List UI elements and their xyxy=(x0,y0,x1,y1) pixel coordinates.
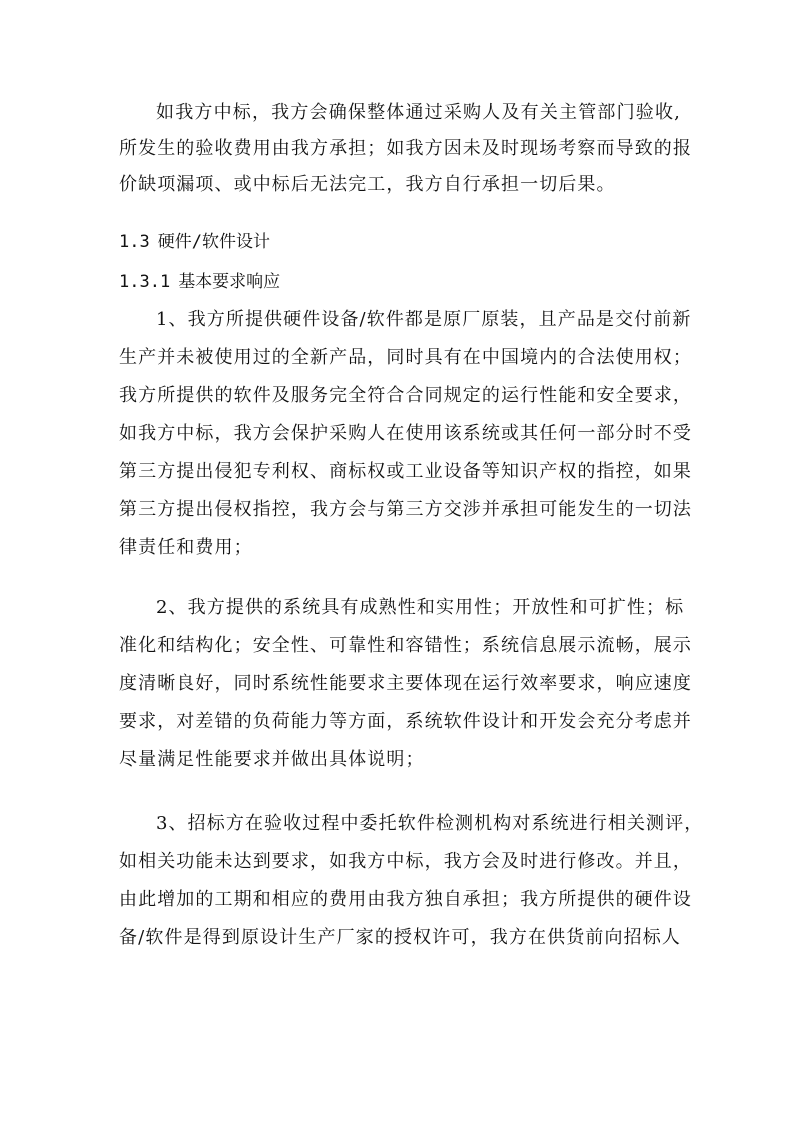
text-line: 价缺项漏项、或中标后无法完工，我方自行承担一切后果。 xyxy=(119,174,616,195)
text-line: 要求，对差错的负荷能力等方面，系统软件设计和开发会充分考虑并 xyxy=(119,711,692,732)
text-line: 如相关功能未达到要求，如我方中标，我方会及时进行修改。并且， xyxy=(119,851,692,872)
text-line: 如我方中标，我方会确保整体通过采购人及有关主管部门验收, xyxy=(156,102,681,123)
text-line: 2、我方提供的系统具有成熟性和实用性；开放性和可扩性；标 xyxy=(156,597,685,618)
section-heading xyxy=(119,224,270,260)
text-line: 尽量满足性能要求并做出具体说明； xyxy=(119,749,425,770)
text-line: 律责任和费用； xyxy=(119,537,253,558)
text-line: 所发生的验收费用由我方承担；如我方因未及时现场考察而导致的报 xyxy=(119,138,692,159)
text-line: 备/软件是得到原设计生产厂家的授权许可，我方在供货前向招标人 xyxy=(119,927,681,948)
text-line: 准化和结构化；安全性、可靠性和容错性；系统信息展示流畅，展示 xyxy=(119,635,692,656)
text-line: 如我方中标，我方会保护采购人在使用该系统或其任何一部分时不受 xyxy=(119,423,692,444)
subsection-title: 基本要求响应 xyxy=(178,272,281,292)
text-line: 由此增加的工期和相应的费用由我方独自承担；我方所提供的硬件设 xyxy=(119,889,692,910)
section-title: 硬件/软件设计 xyxy=(157,232,270,252)
text-line: 生产并未被使用过的全新产品，同时具有在中国境内的合法使用权； xyxy=(119,347,692,368)
subsection-number: 1.3.1 xyxy=(119,272,171,292)
text-line: 3、招标方在验收过程中委托软件检测机构对系统进行相关测评， xyxy=(156,813,704,834)
text-line: 我方所提供的软件及服务完全符合合同规定的运行性能和安全要求， xyxy=(119,385,692,406)
text-line: 第三方提出侵犯专利权、商标权或工业设备等知识产权的指控，如果 xyxy=(119,461,692,482)
text-line: 1、我方所提供硬件设备/软件都是原厂原装，且产品是交付前新 xyxy=(156,309,692,330)
text-line: 度清晰良好，同时系统性能要求主要体现在运行效率要求，响应速度 xyxy=(119,673,692,694)
section-number: 1.3 xyxy=(119,232,150,252)
text-line: 第三方提出侵权指控，我方会与第三方交涉并承担可能发生的一切法 xyxy=(119,499,692,520)
subsection-heading xyxy=(119,264,280,300)
